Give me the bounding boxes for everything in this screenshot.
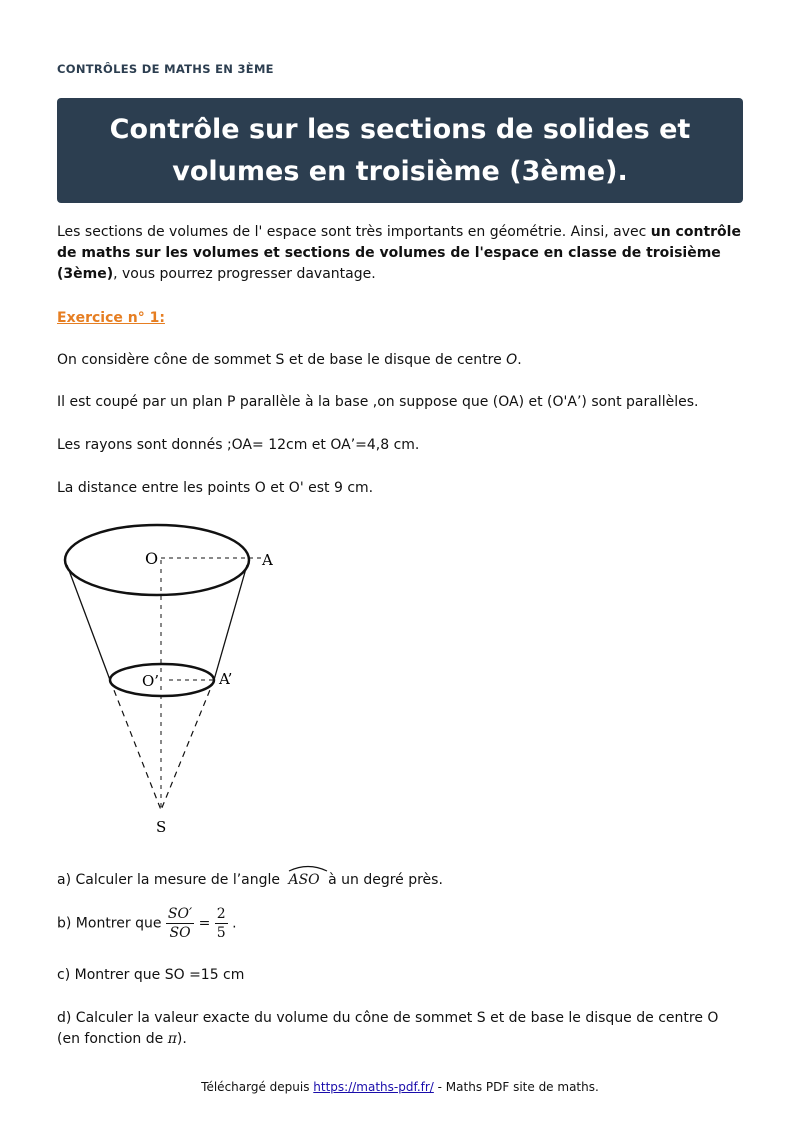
left-dashed	[110, 680, 161, 810]
q-b-text: b) Montrer que	[57, 915, 166, 932]
right-dashed	[161, 680, 214, 810]
title-banner	[57, 98, 743, 203]
category-label: CONTRÔLES DE MATHS EN 3ÈME	[57, 62, 274, 76]
p1-text: On considère cône de sommet S et de base le disque de centre	[57, 352, 507, 368]
exercise-p1	[57, 350, 747, 371]
label-O-prime: O’	[142, 672, 160, 690]
intro-bold: un contrôle de maths sur les volumes et sections de volumes de l'espace en classe de troisième (3ème)	[57, 224, 741, 282]
exercise-p3: Les rayons sont donnés ;OA= 12cm et OA’=4,8 cm.	[57, 437, 420, 453]
q-d-text: d) Calculer la valeur exacte du volume du cône de sommet S et de base le disque de centre O (en fonction de	[57, 1010, 719, 1047]
intro-text-end: , vous pourrez progresser davantage.	[113, 266, 376, 282]
footer-text-end: - Maths PDF site de maths.	[433, 1080, 599, 1094]
p1-end: .	[517, 352, 522, 368]
fraction-SO: $\frac{SO'}{SO}$	[167, 906, 193, 941]
pi-symbol: π	[167, 1031, 177, 1047]
label-S: S	[156, 818, 167, 836]
q-a-text: a) Calculer la mesure de l’angle	[57, 872, 285, 888]
question-d	[57, 1008, 737, 1050]
p1-math: O	[506, 352, 518, 368]
intro-text: Les sections de volumes de l' espace sont très importants en géométrie. Ainsi, avec	[57, 224, 651, 240]
label-O: O	[145, 549, 159, 568]
exercise-title: Exercice n° 1:	[57, 310, 165, 326]
q-b-end: .	[227, 915, 237, 932]
exercise-p2: Il est coupé par un plan P parallèle à la base ,on suppose que (OA) et (O'A’) sont parallèles.	[57, 394, 699, 410]
label-A: A	[262, 551, 273, 569]
q-d-end: ).	[176, 1031, 187, 1047]
exercise-p4: La distance entre les points O et O' est 9 cm.	[57, 480, 374, 496]
section-ellipse	[110, 664, 214, 696]
footer	[0, 1080, 800, 1094]
equals-sign: =	[198, 915, 211, 932]
q-a-end: à un degré près.	[323, 872, 443, 888]
intro-paragraph	[57, 222, 747, 285]
question-b	[57, 905, 747, 942]
cone-figure	[57, 520, 287, 840]
question-a	[57, 866, 747, 891]
page-title: Contrôle sur les sections de solides et volumes en troisième (3ème).	[109, 113, 691, 187]
angle-hat-icon	[288, 864, 328, 872]
exercise-title-line	[57, 308, 747, 329]
footer-text: Téléchargé depuis	[201, 1080, 314, 1094]
fraction-2-5: $\frac{2}{5}$	[216, 906, 226, 941]
footer-link[interactable]: https://maths-pdf.fr/	[313, 1080, 434, 1094]
angle-ASO: ASO	[288, 866, 319, 891]
label-A-prime: A’	[219, 670, 233, 688]
question-c: c) Montrer que SO =15 cm	[57, 967, 245, 983]
